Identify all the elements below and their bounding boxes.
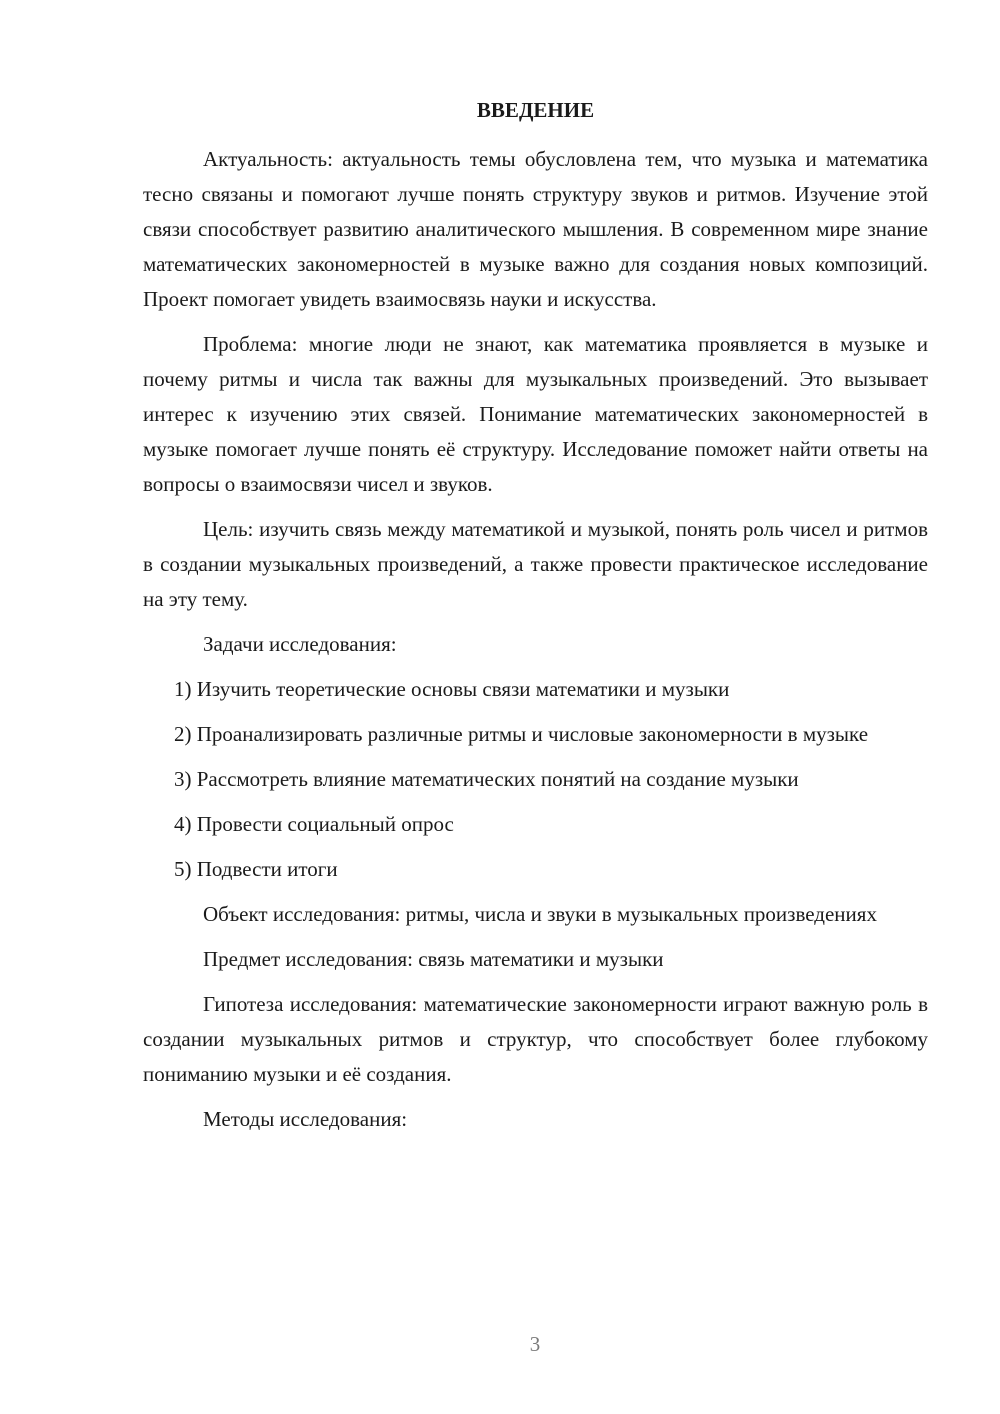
paragraph-subject: Предмет исследования: связь математики и музыки [203, 947, 664, 971]
paragraph-object: Объект исследования: ритмы, числа и звуки в музыкальных произведениях [203, 902, 877, 926]
task-item-1: 1) Изучить теоретические основы связи математики и музыки [174, 677, 730, 701]
page-title: ВВЕДЕНИЕ [476, 98, 595, 122]
page-number: 3 [529, 1332, 541, 1356]
task-item-3: 3) Рассмотреть влияние математических понятий на создание музыки [174, 767, 799, 791]
task-item-5: 5) Подвести итоги [174, 857, 338, 881]
paragraph-tasks-heading: Задачи исследования: [203, 632, 397, 656]
paragraph-hypothesis: Гипотеза исследования: математические закономерности играют важную роль в создании музыкальных ритмов и структур, что способствует более глубокому пониманию музыки и её создания. [143, 992, 928, 1086]
paragraph-problem: Проблема: многие люди не знают, как математика проявляется в музыке и почему ритмы и числа так важны для музыкальных произведений. Это вызывает интерес к изучению этих связей. Понимание математических закономерностей в музыке помогает лучше понять её структуру. Исследование поможет найти ответы на вопросы о взаимосвязи чисел и звуков. [143, 332, 928, 496]
document-body [143, 142, 928, 1147]
task-item-2: 2) Проанализировать различные ритмы и числовые закономерности в музыке [174, 722, 869, 746]
paragraph-goal: Цель: изучить связь между математикой и музыкой, понять роль чисел и ритмов в создании музыкальных произведений, а также провести практическое исследование на эту тему. [143, 517, 928, 611]
paragraph-relevance: Актуальность: актуальность темы обусловлена тем, что музыка и математика тесно связаны и помогают лучше понять структуру звуков и ритмов. Изучение этой связи способствует развитию аналитического мышления. В современном мире знание математических закономерностей в музыке важно для создания новых композиций. Проект помогает увидеть взаимосвязь науки и искусства. [143, 147, 928, 311]
task-item-4: 4) Провести социальный опрос [174, 812, 454, 836]
paragraph-methods: Методы исследования: [203, 1107, 408, 1131]
